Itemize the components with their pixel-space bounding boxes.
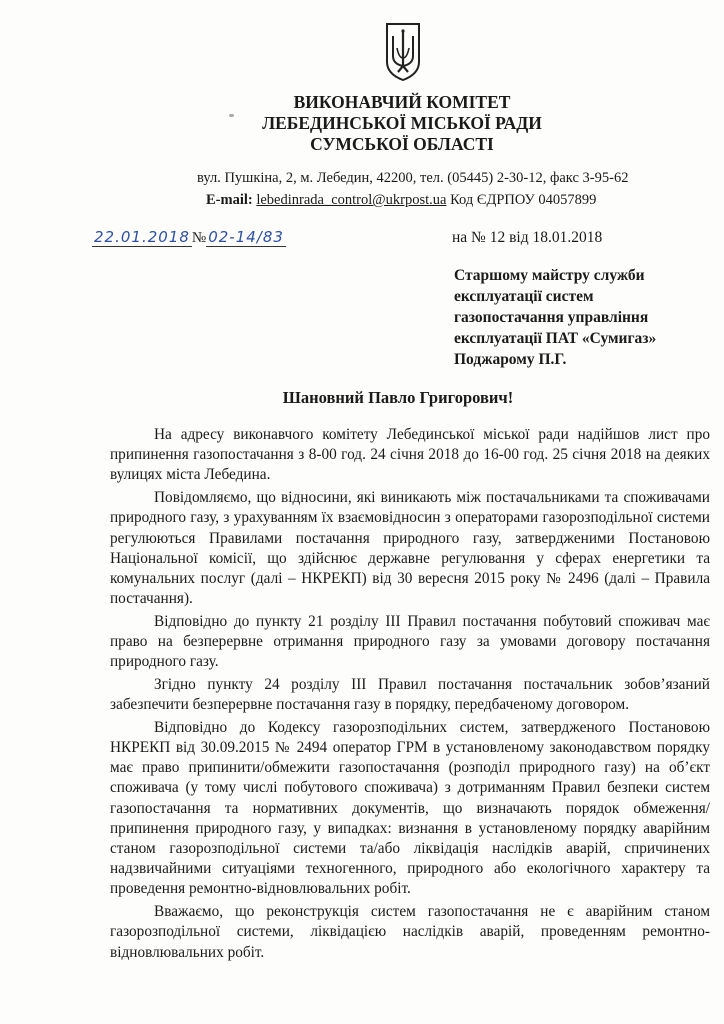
org-address: вул. Пушкіна, 2, м. Лебедин, 42200, тел. (05445) 2-30-12, факс 3-95-62: [197, 170, 629, 186]
body-paragraph: Відповідно до пункту 21 розділу III Правил постачання побутовий споживач має право на безперервне отримання природного газу за умовами договору постачання природного газу.: [110, 612, 710, 671]
addressee-line: газопостачання управління: [454, 309, 649, 326]
addressee-block: [454, 265, 714, 370]
addressee-line: Старшому майстру служби: [454, 267, 645, 284]
org-name-line-2: ЛЕБЕДИНСЬКОЇ МІСЬКОЇ РАДИ: [262, 113, 542, 133]
org-name-line-1: ВИКОНАВЧИЙ КОМІТЕТ: [293, 92, 511, 112]
org-contacts: [206, 192, 596, 209]
body-paragraph: Вважаємо, що реконструкція систем газопостачання не є аварійним станом газорозподільної системи, ліквідацією наслідків аварій, проведенням ремонтно-відновлювальних робіт.: [110, 903, 710, 961]
addressee-line: експлуатації систем: [454, 288, 594, 305]
body-paragraph: Відповідно до Кодексу газорозподільних систем, затвердженого Постановою НКРЕКП від 30.09.2015 № 2494 оператор ГРМ в установленому законодавством порядку має право припинити/обмежити газопостачання (розподіл природного газу) на об’єкт споживача (у тому числі побутового споживача) з дотриманням Правил безпеки систем газопостачання та нормативних документів, що визначають порядок обмеження/припинення природного газу, у випадках: визнання в установленому порядку аварійним станом газорозподільної системи та/або ліквідація наслідків аварій, спричинених надзвичайними ситуаціями техногенного, природного або екологічного характеру та проведення ремонтно-відновлювальних робіт.: [110, 718, 710, 898]
email-link[interactable]: lebedinrada_control@ukrpost.ua: [256, 192, 447, 208]
trident-icon: [383, 22, 423, 82]
body-paragraph: Згідно пункту 24 розділу III Правил постачання постачальник зобов’язаний забезпечити безперервне постачання газу в порядку, передбаченому договором.: [110, 675, 710, 714]
handwritten-date: 22.01.2018: [94, 228, 190, 246]
addressee-line: Поджарому П.Г.: [454, 351, 567, 368]
faint-stamp-mark: [300, 992, 420, 1014]
org-name-line-3: СУМСЬКОЇ ОБЛАСТІ: [310, 134, 494, 154]
ink-speck: [229, 114, 234, 117]
number-label: №: [191, 230, 207, 246]
letter-body: [110, 425, 710, 965]
addressee-line: експлуатації ПАТ «Сумигаз»: [454, 330, 657, 347]
email-label: E-mail:: [206, 192, 253, 208]
body-paragraph: На адресу виконавчого комітету Лебединської міської ради надійшов лист про припинення газопостачання з 8-00 год. 24 січня 2018 до 16-00 год. 25 січня 2018 на деяких вулицях міста Лебедина.: [110, 426, 710, 484]
body-paragraph: Повідомляємо, що відносини, які виникають між постачальниками та споживачами природного газу, з урахуванням їх взаємовідносин з операторами газорозподільної системи регулюються Правилами постачання природного газу, затвердженими Постановою Національної комісії, що здійснює державне регулювання у сферах енергетики та комунальних послуг (далі – НКРЕКП) від 30 вересня 2015 року № 2496 (далі – Правила постачання).: [110, 489, 710, 608]
outgoing-registration: [92, 228, 286, 247]
handwritten-number: 02-14/83: [208, 228, 284, 246]
reply-reference: на № 12 від 18.01.2018: [452, 229, 603, 246]
salutation: Шановний Павло Григорович!: [282, 388, 514, 407]
edrpou-code: Код ЄДРПОУ 04057899: [446, 192, 597, 208]
